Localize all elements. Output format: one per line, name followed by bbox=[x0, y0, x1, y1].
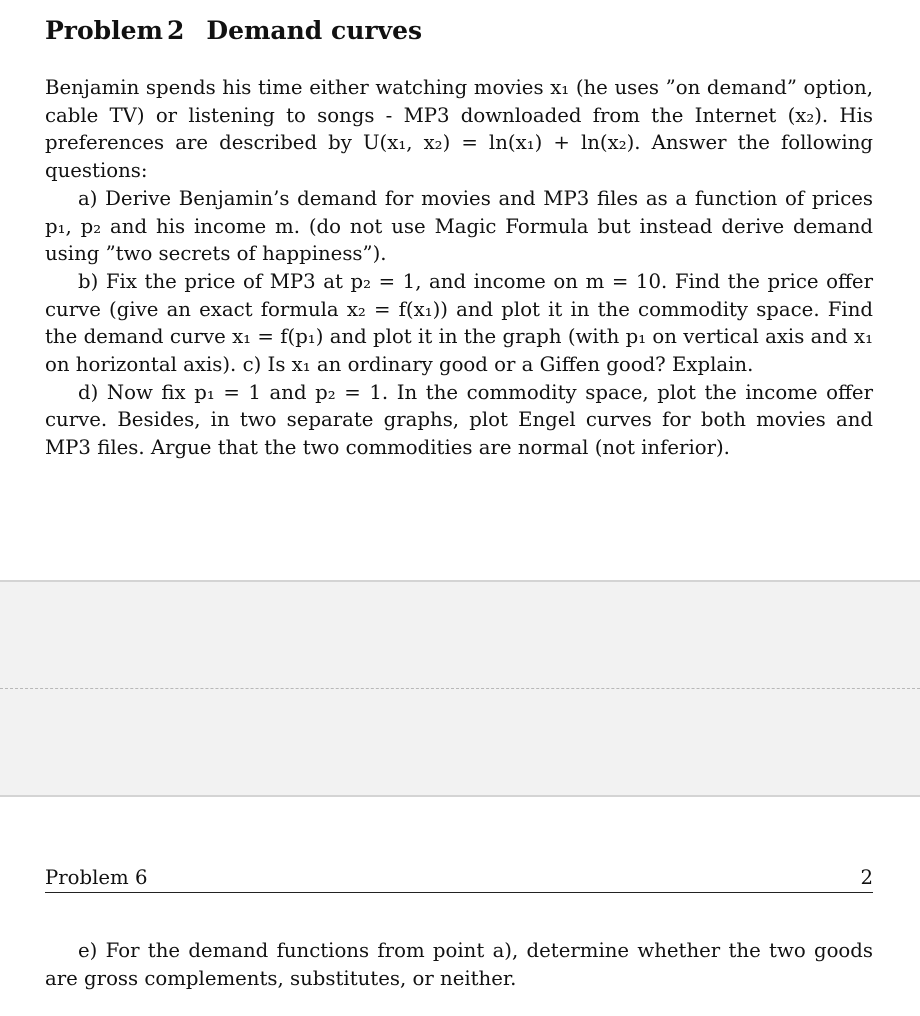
question-a: a) Derive Benjamin’s demand for movies and MP3 files as a function of prices p₁, p₂ and his income m. (do not use Magic Formula but instead derive demand using ”two secrets of happiness”). bbox=[45, 186, 873, 266]
question-e: e) For the demand functions from point a), determine whether the two goods are gross complements, substitutes, or neither. bbox=[45, 939, 873, 990]
page-top-section bbox=[45, 14, 873, 462]
page-break-dashed-line bbox=[0, 688, 920, 689]
page-number: 2 bbox=[860, 866, 873, 889]
running-header bbox=[45, 864, 873, 893]
question-b-c: b) Fix the price of MP3 at p₂ = 1, and income on m = 10. Find the price offer curve (give an exact formula x₂ = f(x₁)) and plot it in the commodity space. Find the demand curve x₁ = f(p₁) and plot it in the graph (with p₁ on vertical axis and x₁ on horizontal axis). c) Is x₁ an ordinary good or a Giffen good? Explain. bbox=[45, 269, 873, 377]
problem-number: 2 bbox=[166, 16, 185, 45]
problem-heading bbox=[45, 14, 873, 48]
page-bottom-section bbox=[45, 937, 873, 992]
problem-body bbox=[45, 74, 873, 462]
page-break-separator bbox=[0, 580, 920, 797]
problem-label: Problem bbox=[45, 16, 163, 45]
problem-title: Demand curves bbox=[206, 16, 423, 45]
running-header-title: Problem 6 bbox=[45, 866, 148, 889]
intro-paragraph: Benjamin spends his time either watching movies x₁ (he uses ”on demand” option, cable TV) or listening to songs - MP3 downloaded from the Internet (x₂). His preferences are described by U(x₁, x₂) = ln(x₁) + ln(x₂). Answer the following questions: bbox=[45, 76, 873, 183]
question-d: d) Now fix p₁ = 1 and p₂ = 1. In the commodity space, plot the income offer curve. Besides, in two separate graphs, plot Engel curves for both movies and MP3 files. Argue that the two commodities are normal (not inferior). bbox=[45, 380, 873, 460]
